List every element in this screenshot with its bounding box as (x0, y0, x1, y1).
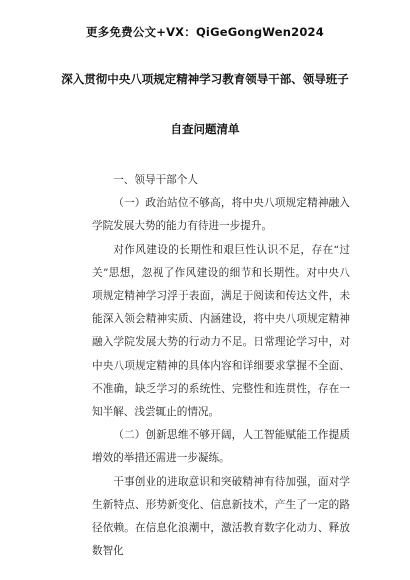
sub-heading: （二）创新思维不够开阔，人工智能赋能工作提质增效的举措还需进一步凝练。 (92, 429, 350, 465)
body-paragraph: 干事创业的进取意识和突破精神有待加强，面对学生新特点、形势新变化、信息新技术，产生了一定的路径依赖。在信息化浪潮中，激活教育数字化动力、释放数智化 (92, 475, 350, 558)
promo-banner: 更多免费公文+VX：QiGeGongWen2024 (86, 25, 324, 39)
document-subtitle: 自查问题清单 (170, 122, 240, 136)
section-heading: 一、领导干部个人 (113, 174, 198, 186)
body-paragraph: 对作风建设的长期性和艰巨性认识不足，存在“过关”思想，忽视了作风建设的细节和长期性。对中央八项规定精神学习浮于表面，满足于阅读和传达文件，未能深入领会精神实质、内涵建设，将中央八项规定精神融入学院发展大势的行动力不足。日常理论学习中，对中央八项规定精神的具体内容和详细要求掌握不全面、不准确，缺乏学习的系统性、完整性和连贯性，存在一知半解、浅尝辄止的情况。 (92, 243, 350, 419)
document-body (92, 169, 350, 563)
sub-heading: （一）政治站位不够高，将中央八项规定精神融入学院发展大势的能力有待进一步提升。 (92, 197, 350, 233)
document-title: 深入贯彻中央八项规定精神学习教育领导干部、领导班子 (61, 72, 349, 86)
